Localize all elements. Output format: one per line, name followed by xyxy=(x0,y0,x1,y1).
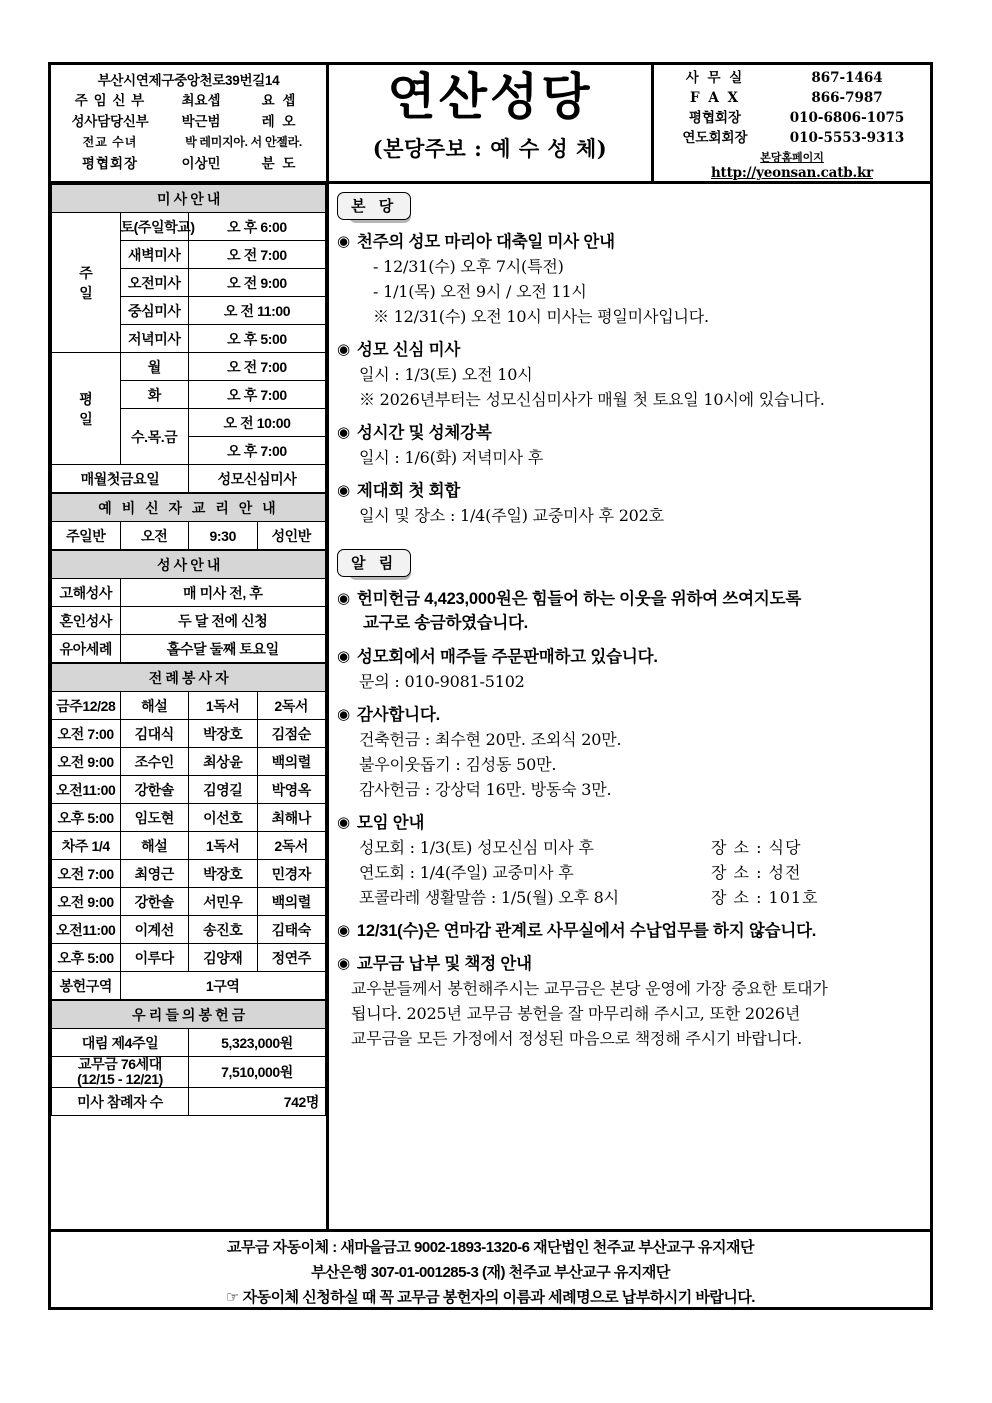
contact-row-fax xyxy=(660,88,924,108)
staff-baptismal: 요 셉 xyxy=(261,93,298,108)
table-row xyxy=(52,860,326,888)
server-name: 민경자 xyxy=(257,860,326,888)
server-name: 최상윤 xyxy=(189,748,258,776)
offering-label: 교무금 76세대 xyxy=(78,1056,162,1072)
server-time: 오전 9:00 xyxy=(52,888,121,916)
staff-baptismal: 분 도 xyxy=(261,156,298,171)
server-name: 최해나 xyxy=(257,804,326,832)
staff-role: 성사담당신부 xyxy=(71,114,149,129)
staff-row-2 xyxy=(55,132,322,153)
column-header: 1독서 xyxy=(189,832,258,860)
parish-item-2 xyxy=(337,421,920,470)
dues-line: 교우분들께서 봉헌해주시는 교무금은 본당 운영에 가장 중요한 토대가 xyxy=(351,979,828,998)
meeting-place: 장 소 : 101호 xyxy=(711,888,819,907)
catechism-class: 주일반 xyxy=(52,522,121,550)
bulletin-page xyxy=(48,62,933,1310)
staff-name: 박 레미지아. 서 안젤라. xyxy=(185,135,302,149)
parish-item-heading xyxy=(337,230,920,254)
table-row xyxy=(52,972,326,1000)
staff-row-3 xyxy=(55,153,322,174)
server-name: 김영길 xyxy=(189,776,258,804)
parish-item-heading xyxy=(337,479,920,503)
staff-role: 전교 수녀 xyxy=(82,135,138,149)
server-time: 오전11:00 xyxy=(52,776,121,804)
server-name: 김대식 xyxy=(120,720,189,748)
server-time: 오전11:00 xyxy=(52,916,121,944)
sacrament-value: 매 미사 전, 후 xyxy=(120,579,326,607)
bullet-circle-icon: ◉ xyxy=(337,955,350,972)
staff-name: 최요셉 xyxy=(181,93,221,108)
table-row xyxy=(52,748,326,776)
table-row xyxy=(52,353,326,381)
mass-time: 오 후 7:00 xyxy=(189,437,326,465)
server-name: 이선호 xyxy=(189,804,258,832)
meeting-text: 성모회 : 1/3(토) 성모신심 미사 후 xyxy=(359,838,594,857)
offering-label: 대림 제4주일 xyxy=(52,1029,189,1057)
table-row xyxy=(52,720,326,748)
offering-value: 5,323,000원 xyxy=(189,1029,326,1057)
staff-name: 박근범 xyxy=(181,114,221,129)
heading-text: 12/31(수)은 연마감 관계로 사무실에서 수납업무를 하지 않습니다. xyxy=(356,922,817,940)
mass-time: 오 후 5:00 xyxy=(189,325,326,353)
server-time: 오전 7:00 xyxy=(52,720,121,748)
contact-label: 평협회장 xyxy=(688,110,742,126)
masthead xyxy=(51,65,930,184)
pointing-hand-icon: ☞ xyxy=(226,1289,239,1306)
heading-text: 감사합니다. xyxy=(356,706,440,724)
server-name: 백의렬 xyxy=(257,888,326,916)
notice-heading xyxy=(337,919,920,943)
sacrament-name: 유아세례 xyxy=(52,635,121,663)
staff-role: 평협회장 xyxy=(81,156,139,171)
parish-item-3 xyxy=(337,479,920,528)
heading-text: 성시간 및 성체강복 xyxy=(356,424,492,442)
catechism-ampm: 오전 xyxy=(120,522,189,550)
parish-item-0 xyxy=(337,230,920,329)
bank-line-2: 부산은행 307-01-001285-3 (재) 천주교 부산교구 유지재단 xyxy=(311,1264,670,1281)
sacrament-value: 홀수달 둘째 토요일 xyxy=(120,635,326,663)
server-name: 최영근 xyxy=(120,860,189,888)
table-row xyxy=(52,1057,326,1088)
catechism-group: 성인반 xyxy=(257,522,326,550)
meeting-place: 장 소 : 성전 xyxy=(711,863,802,882)
notice-heading xyxy=(337,587,920,611)
bullet-circle-icon: ◉ xyxy=(337,648,350,665)
server-name: 박장호 xyxy=(189,860,258,888)
parish-item-heading xyxy=(337,338,920,362)
server-name: 박장호 xyxy=(189,720,258,748)
server-name: 이루다 xyxy=(120,944,189,972)
server-name: 백의렬 xyxy=(257,748,326,776)
server-time: 오전 7:00 xyxy=(52,860,121,888)
parish-title: 연산성당 xyxy=(387,68,593,126)
server-name: 김태숙 xyxy=(257,916,326,944)
notice-item-maeju xyxy=(337,645,920,694)
bullet-circle-icon: ◉ xyxy=(337,922,350,939)
meeting-text: 연도회 : 1/4(주일) 교중미사 후 xyxy=(359,863,574,882)
homepage-label: 본당홈페이지 xyxy=(760,152,824,164)
tab-label-notice: 알 림 xyxy=(337,549,411,577)
servers-table xyxy=(51,663,326,1000)
mass-time: 오 후 7:00 xyxy=(189,381,326,409)
staff-name: 이상민 xyxy=(181,156,221,171)
notice-text: 교구로 송금하였습니다. xyxy=(363,614,528,632)
bullet-circle-icon: ◉ xyxy=(337,233,350,250)
staff-row-1 xyxy=(55,111,322,132)
notice-item-dues xyxy=(337,952,920,1051)
section-tab-notice xyxy=(337,549,411,577)
server-name: 송진호 xyxy=(189,916,258,944)
notice-item-meetings xyxy=(337,811,920,910)
contact-row-council xyxy=(660,108,924,128)
table-row xyxy=(52,607,326,635)
parish-item-line: 일시 : 1/6(화) 저녁미사 후 xyxy=(359,448,544,467)
mass-time: 오 전 7:00 xyxy=(189,241,326,269)
weekday-label: 평 일 xyxy=(52,353,121,465)
offering-title: 우 리 들 의 봉 헌 금 xyxy=(52,1001,326,1029)
contact-label: F A X xyxy=(690,90,740,106)
contact-value: 010-6806-1075 xyxy=(789,110,905,126)
sacraments-table xyxy=(51,550,326,663)
mass-name: 오전미사 xyxy=(120,269,189,297)
table-row xyxy=(52,1088,326,1116)
sunday-label: 주 일 xyxy=(52,213,121,353)
meeting-row xyxy=(337,860,920,885)
homepage-url[interactable]: http://yeonsan.catb.kr xyxy=(710,165,874,181)
mass-schedule-table xyxy=(51,184,326,493)
heading-text: 헌미헌금 4,423,000원은 힘들어 하는 이웃을 위하여 쓰여지도록 xyxy=(356,590,802,608)
bullet-circle-icon: ◉ xyxy=(337,590,350,607)
column-header: 해설 xyxy=(120,692,189,720)
bullet-circle-icon: ◉ xyxy=(337,341,350,358)
dues-line: 됩니다. 2025년 교무금 봉헌을 잘 마무리해 주시고, 또한 2026년 xyxy=(351,1004,801,1023)
mass-time: 오 전 11:00 xyxy=(189,297,326,325)
table-row xyxy=(52,832,326,860)
masthead-right-contacts xyxy=(654,65,930,181)
table-row xyxy=(52,916,326,944)
table-row xyxy=(52,776,326,804)
notice-contact: 문의 : 010-9081-5102 xyxy=(359,672,525,691)
mass-name: 저녁미사 xyxy=(120,325,189,353)
offering-label-dues xyxy=(52,1057,189,1088)
staff-baptismal: 레 오 xyxy=(261,114,298,129)
server-name: 김양재 xyxy=(189,944,258,972)
contact-value: 010-5553-9313 xyxy=(789,130,905,146)
contact-label: 사 무 실 xyxy=(685,70,745,86)
parish-item-heading xyxy=(337,421,920,445)
mass-time: 성모신심미사 xyxy=(189,465,326,493)
column-header: 2독서 xyxy=(257,692,326,720)
server-name: 이계선 xyxy=(120,916,189,944)
offering-period: (12/15 - 12/21) xyxy=(77,1071,163,1087)
server-name: 강한솔 xyxy=(120,776,189,804)
bullet-circle-icon: ◉ xyxy=(337,814,350,831)
server-name: 임도현 xyxy=(120,804,189,832)
servers-week-label: 금주12/28 xyxy=(52,692,121,720)
server-name: 조수인 xyxy=(120,748,189,776)
server-name: 정연주 xyxy=(257,944,326,972)
parish-item-line: ※ 12/31(수) 오전 10시 미사는 평일미사입니다. xyxy=(373,307,709,326)
mass-name: 수.목.금 xyxy=(120,409,189,465)
offering-zone-value: 1구역 xyxy=(120,972,326,1000)
server-time: 오후 5:00 xyxy=(52,944,121,972)
mass-time: 오 전 7:00 xyxy=(189,353,326,381)
donation-line: 감사헌금 : 강상덕 16만. 방동숙 3만. xyxy=(359,780,612,799)
offering-value: 7,510,000원 xyxy=(189,1057,326,1088)
footer-bank-info xyxy=(51,1229,930,1307)
column-header: 2독서 xyxy=(257,832,326,860)
bulletin-subtitle: (본당주보 : 예 수 성 체) xyxy=(372,136,608,161)
heading-text: 제대회 첫 회합 xyxy=(356,482,461,500)
staff-row-0 xyxy=(55,90,322,111)
mass-time: 오 전 10:00 xyxy=(189,409,326,437)
bullet-circle-icon: ◉ xyxy=(337,706,350,723)
meeting-text: 포콜라레 생활말씀 : 1/5(월) 오후 8시 xyxy=(359,888,619,907)
mass-name: 월 xyxy=(120,353,189,381)
table-row xyxy=(52,579,326,607)
left-column xyxy=(51,184,329,1229)
heading-text: 성모 신심 미사 xyxy=(356,341,461,359)
mass-schedule-title: 미 사 안 내 xyxy=(52,185,326,213)
notice-heading xyxy=(337,703,920,727)
mass-name: 토(주일학교) xyxy=(120,213,189,241)
server-name: 박영옥 xyxy=(257,776,326,804)
parish-item-1 xyxy=(337,338,920,412)
mass-time: 오 전 9:00 xyxy=(189,269,326,297)
sacrament-value: 두 달 전에 신청 xyxy=(120,607,326,635)
mass-name: 화 xyxy=(120,381,189,409)
notice-heading xyxy=(337,952,920,976)
contact-row-office xyxy=(660,68,924,88)
catechism-time: 9:30 xyxy=(189,522,258,550)
table-row xyxy=(52,522,326,550)
servers-title: 전 례 봉 사 자 xyxy=(52,664,326,692)
server-name: 김점순 xyxy=(257,720,326,748)
notice-heading xyxy=(337,811,920,835)
table-row xyxy=(52,213,326,241)
parish-item-line: - 12/31(수) 오후 7시(특전) xyxy=(373,257,564,276)
table-row xyxy=(52,635,326,663)
notice-item-thanks xyxy=(337,703,920,802)
table-row xyxy=(52,804,326,832)
offering-zone-label: 봉헌구역 xyxy=(52,972,121,1000)
table-row xyxy=(52,1029,326,1057)
column-header: 1독서 xyxy=(189,692,258,720)
table-row xyxy=(52,692,326,720)
heading-text: 교무금 납부 및 책정 안내 xyxy=(356,955,532,973)
catechism-table xyxy=(51,493,326,550)
meeting-row xyxy=(337,885,920,910)
offering-label: 미사 참례자 수 xyxy=(52,1088,189,1116)
mass-name: 매월첫금요일 xyxy=(52,465,189,493)
sacrament-name: 고해성사 xyxy=(52,579,121,607)
sacrament-name: 혼인성사 xyxy=(52,607,121,635)
bank-note-text: 자동이체 신청하실 때 꼭 교무금 봉헌자의 이름과 세례명으로 납부하시기 바랍니다. xyxy=(242,1289,755,1306)
server-name: 강한솔 xyxy=(120,888,189,916)
mass-time: 오 후 6:00 xyxy=(189,213,326,241)
masthead-center-title xyxy=(329,65,654,181)
bullet-circle-icon: ◉ xyxy=(337,424,350,441)
table-row xyxy=(52,888,326,916)
body-columns xyxy=(51,184,930,1229)
server-name: 서민우 xyxy=(189,888,258,916)
heading-text: 모임 안내 xyxy=(356,814,425,832)
server-time: 오후 5:00 xyxy=(52,804,121,832)
parish-item-line: 일시 : 1/3(토) 오전 10시 xyxy=(359,365,533,384)
dues-line: 교무금을 모든 가정에서 정성된 마음으로 책정해 주시기 바랍니다. xyxy=(351,1029,803,1048)
bullet-circle-icon: ◉ xyxy=(337,482,350,499)
contact-row-yeondo xyxy=(660,128,924,148)
bank-line-3 xyxy=(51,1285,930,1310)
sacraments-title: 성 사 안 내 xyxy=(52,551,326,579)
notice-item-rice xyxy=(337,587,920,636)
right-column xyxy=(329,184,930,1229)
heading-text: 성모회에서 매주들 주문판매하고 있습니다. xyxy=(356,648,658,666)
contact-value: 867-1464 xyxy=(811,70,883,86)
donation-line: 불우이웃돕기 : 김성동 50만. xyxy=(359,755,557,774)
tab-label-parish: 본 당 xyxy=(337,192,411,220)
section-tab-parish xyxy=(337,192,411,220)
table-row xyxy=(52,944,326,972)
notice-heading xyxy=(337,645,920,669)
parish-item-line: 일시 및 장소 : 1/4(주일) 교중미사 후 202호 xyxy=(359,506,664,525)
parish-address: 부산시연제구중앙천로39번길14 xyxy=(97,73,280,88)
mass-name: 중심미사 xyxy=(120,297,189,325)
meeting-row xyxy=(337,835,920,860)
notice-item-year-end xyxy=(337,919,920,943)
mass-name: 새벽미사 xyxy=(120,241,189,269)
catechism-title: 예 비 신 자 교 리 안 내 xyxy=(52,494,326,522)
heading-text: 천주의 성모 마리아 대축일 미사 안내 xyxy=(356,233,615,251)
offering-table xyxy=(51,1000,326,1116)
parish-item-line: - 1/1(목) 오전 9시 / 오전 11시 xyxy=(373,282,587,301)
parish-item-line: ※ 2026년부터는 성모신심미사가 매월 첫 토요일 10시에 있습니다. xyxy=(359,390,825,409)
meeting-place: 장 소 : 식당 xyxy=(711,838,802,857)
staff-role: 주 임 신 부 xyxy=(74,93,146,108)
contact-label: 연도회회장 xyxy=(682,130,748,146)
masthead-left-staff xyxy=(51,65,329,181)
server-time: 오전 9:00 xyxy=(52,748,121,776)
column-header: 해설 xyxy=(120,832,189,860)
bank-line-1: 교무금 자동이체 : 새마을금고 9002-1893-1320-6 재단법인 천주교 부산교구 유지재단 xyxy=(226,1239,754,1256)
servers-week-label: 차주 1/4 xyxy=(52,832,121,860)
donation-line: 건축헌금 : 최수현 20만. 조외식 20만. xyxy=(359,730,622,749)
contact-value: 866-7987 xyxy=(811,90,883,106)
offering-value: 742명 xyxy=(189,1088,326,1116)
table-row xyxy=(52,465,326,493)
